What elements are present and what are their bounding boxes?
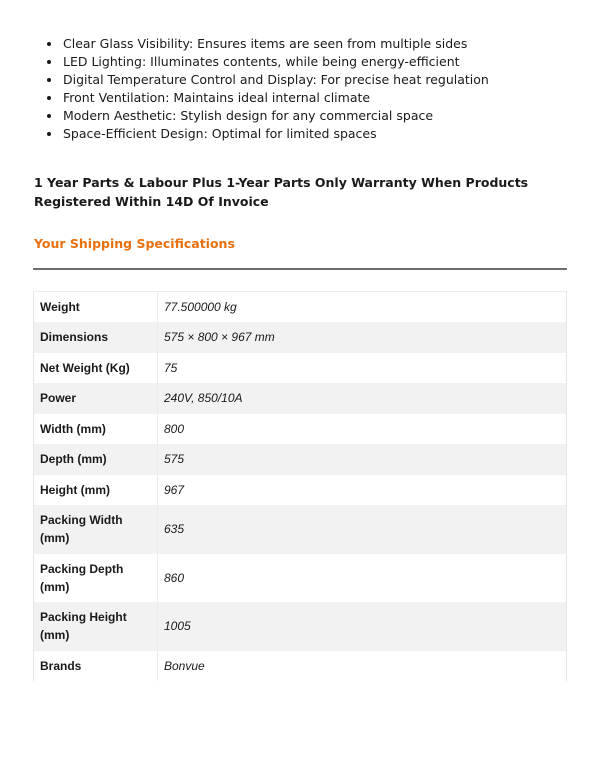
spec-label: Weight: [34, 292, 158, 322]
spec-row-net-weight: [34, 353, 567, 383]
spec-row-packing-width: [34, 505, 567, 554]
spec-value: 967: [164, 482, 185, 497]
feature-item: • Space-Efficient Design: Optimal for limited spaces: [62, 125, 489, 143]
feature-list: [46, 35, 489, 143]
spec-row-height: [34, 475, 567, 505]
spec-value: 860: [164, 570, 185, 585]
spec-label: Depth (mm): [34, 444, 158, 475]
spec-value: 575: [158, 444, 567, 475]
spec-value: 575 × 800 × 967 mm: [158, 322, 567, 353]
section-divider: [33, 268, 567, 270]
spec-label: Width (mm): [34, 414, 158, 444]
spec-row-weight: [34, 292, 567, 322]
spec-value: 75: [164, 360, 178, 375]
shipping-specifications-heading: Your Shipping Specifications: [34, 236, 235, 251]
spec-label: Brands: [34, 651, 158, 681]
spec-row-dimensions: [34, 322, 567, 353]
feature-item: • Digital Temperature Control and Display: For precise heat regulation: [62, 71, 489, 89]
spec-label: Power: [34, 383, 158, 414]
spec-row-brands: [34, 651, 567, 681]
spec-label: Net Weight (Kg): [34, 353, 158, 383]
spec-row-depth: [34, 444, 567, 475]
spec-label: Packing Width (mm): [34, 505, 158, 554]
feature-item: • LED Lighting: Illuminates contents, while being energy-efficient: [62, 53, 489, 71]
shipping-specifications-table: [33, 291, 567, 681]
feature-item: • Front Ventilation: Maintains ideal internal climate: [62, 89, 489, 107]
spec-label: Packing Height (mm): [34, 602, 158, 651]
spec-label: Dimensions: [34, 322, 158, 353]
spec-label: Packing Depth (mm): [34, 554, 158, 602]
spec-value: 800: [164, 421, 185, 436]
spec-value: 635: [158, 505, 567, 554]
spec-row-power: [34, 383, 567, 414]
spec-value: 240V, 850/10A: [158, 383, 567, 414]
feature-item: • Clear Glass Visibility: Ensures items are seen from multiple sides: [62, 35, 489, 53]
spec-value: Bonvue: [164, 658, 205, 673]
spec-label: Height (mm): [34, 475, 158, 505]
spec-row-packing-height: [34, 602, 567, 651]
feature-item: • Modern Aesthetic: Stylish design for any commercial space: [62, 107, 489, 125]
spec-row-packing-depth: [34, 554, 567, 602]
spec-row-width: [34, 414, 567, 444]
spec-value: 77.500000 kg: [164, 299, 237, 314]
spec-value: 1005: [158, 602, 567, 651]
warranty-text: 1 Year Parts & Labour Plus 1-Year Parts Only Warranty When Products Registered Within 14D Of Invoice: [34, 175, 529, 209]
